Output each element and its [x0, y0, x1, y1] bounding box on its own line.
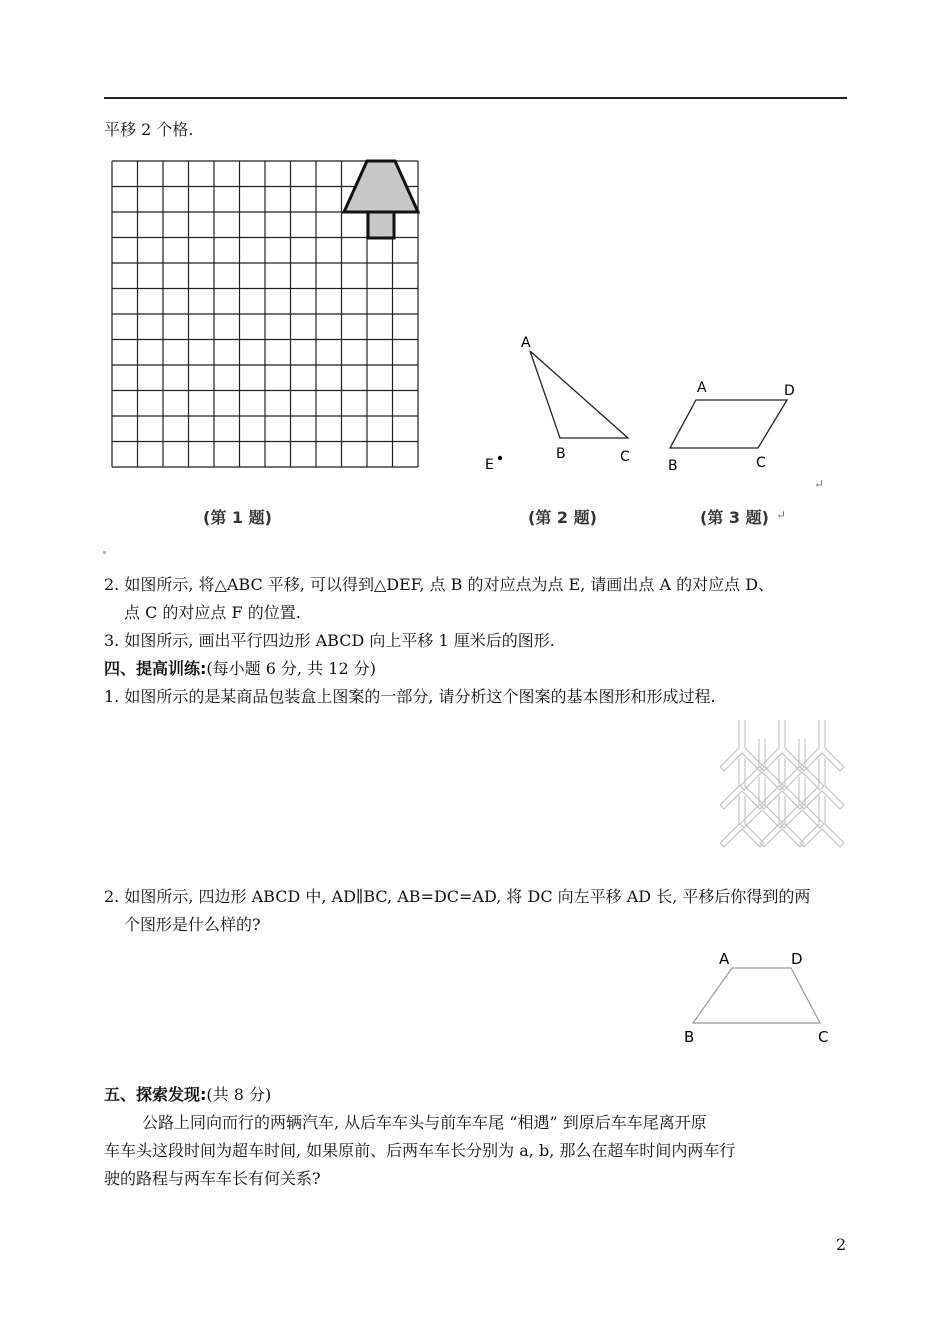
- return-mark-icon: ↵: [814, 477, 825, 491]
- figure-pattern: [720, 720, 845, 865]
- figure-2-triangle: [480, 325, 650, 485]
- pattern-y-shape: [760, 720, 804, 771]
- return-mark-icon: ↵: [776, 508, 787, 522]
- page-number: 2: [836, 1235, 847, 1254]
- pattern-y-shape: [720, 720, 764, 771]
- label-C: C: [620, 449, 630, 465]
- section4-note: (每小题 6 分, 共 12 分): [206, 659, 376, 678]
- section5-note: (共 8 分): [206, 1085, 272, 1104]
- section4-heading: 四、提高训练:: [104, 659, 207, 678]
- caption-fig1: (第 1 题): [203, 508, 272, 527]
- point-E: [498, 456, 502, 460]
- label-A: A: [697, 380, 707, 396]
- section5-heading-row: [104, 1083, 271, 1107]
- figure-3-parallelogram: [660, 370, 830, 480]
- caption-fig2: (第 2 题): [528, 508, 597, 527]
- top-text: 平移 2 个格.: [104, 120, 194, 139]
- q3-3: 3. 如图所示, 画出平行四边形 ABCD 向上平移 1 厘米后的图形.: [104, 631, 555, 650]
- label-A: A: [719, 950, 730, 968]
- caption-fig3: (第 3 题): [700, 508, 769, 527]
- label-B: B: [556, 446, 566, 462]
- section5-line3: 驶的路程与两车车长有何关系?: [104, 1169, 321, 1188]
- figure-trapezoid: [675, 945, 840, 1050]
- label-B: B: [684, 1028, 695, 1046]
- label-C: C: [756, 455, 766, 471]
- q4-2-line2: 个图形是什么样的?: [124, 915, 261, 934]
- pattern-y-shape: [800, 720, 844, 771]
- shape-stem: [368, 212, 394, 238]
- stray-dot: [103, 551, 106, 554]
- section5-heading: 五、探索发现:: [104, 1085, 207, 1104]
- label-B: B: [668, 458, 678, 474]
- label-C: C: [818, 1028, 829, 1046]
- label-A: A: [521, 335, 531, 351]
- q4-2-line1: 2. 如图所示, 四边形 ABCD 中, AD∥BC, AB=DC=AD, 将 DC 向左平移 AD 长, 平移后你得到的两: [104, 887, 811, 906]
- header-rule: [104, 97, 847, 99]
- label-D: D: [784, 383, 795, 399]
- q3-2-line2: 点 C 的对应点 F 的位置.: [124, 603, 301, 622]
- section5-line1: 公路上同向而行的两辆汽车, 从后车车头与前车车尾 “相遇” 到原后车车尾离开原: [142, 1113, 707, 1132]
- section5-line2: 车车头这段时间为超车时间, 如果原前、后两车车长分别为 a, b, 那么在超车时间内两车行: [104, 1141, 736, 1160]
- q3-2-line1: 2. 如图所示, 将△ABC 平移, 可以得到△DEF, 点 B 的对应点为点 E, 请画出点 A 的对应点 D、: [104, 575, 775, 594]
- label-E: E: [485, 457, 494, 473]
- figure-1-grid: [100, 150, 430, 480]
- section4-heading-row: [104, 657, 376, 681]
- shape-hat: [344, 161, 418, 212]
- q4-1: 1. 如图所示的是某商品包装盒上图案的一部分, 请分析这个图案的基本图形和形成过程.: [104, 687, 716, 706]
- label-D: D: [791, 950, 803, 968]
